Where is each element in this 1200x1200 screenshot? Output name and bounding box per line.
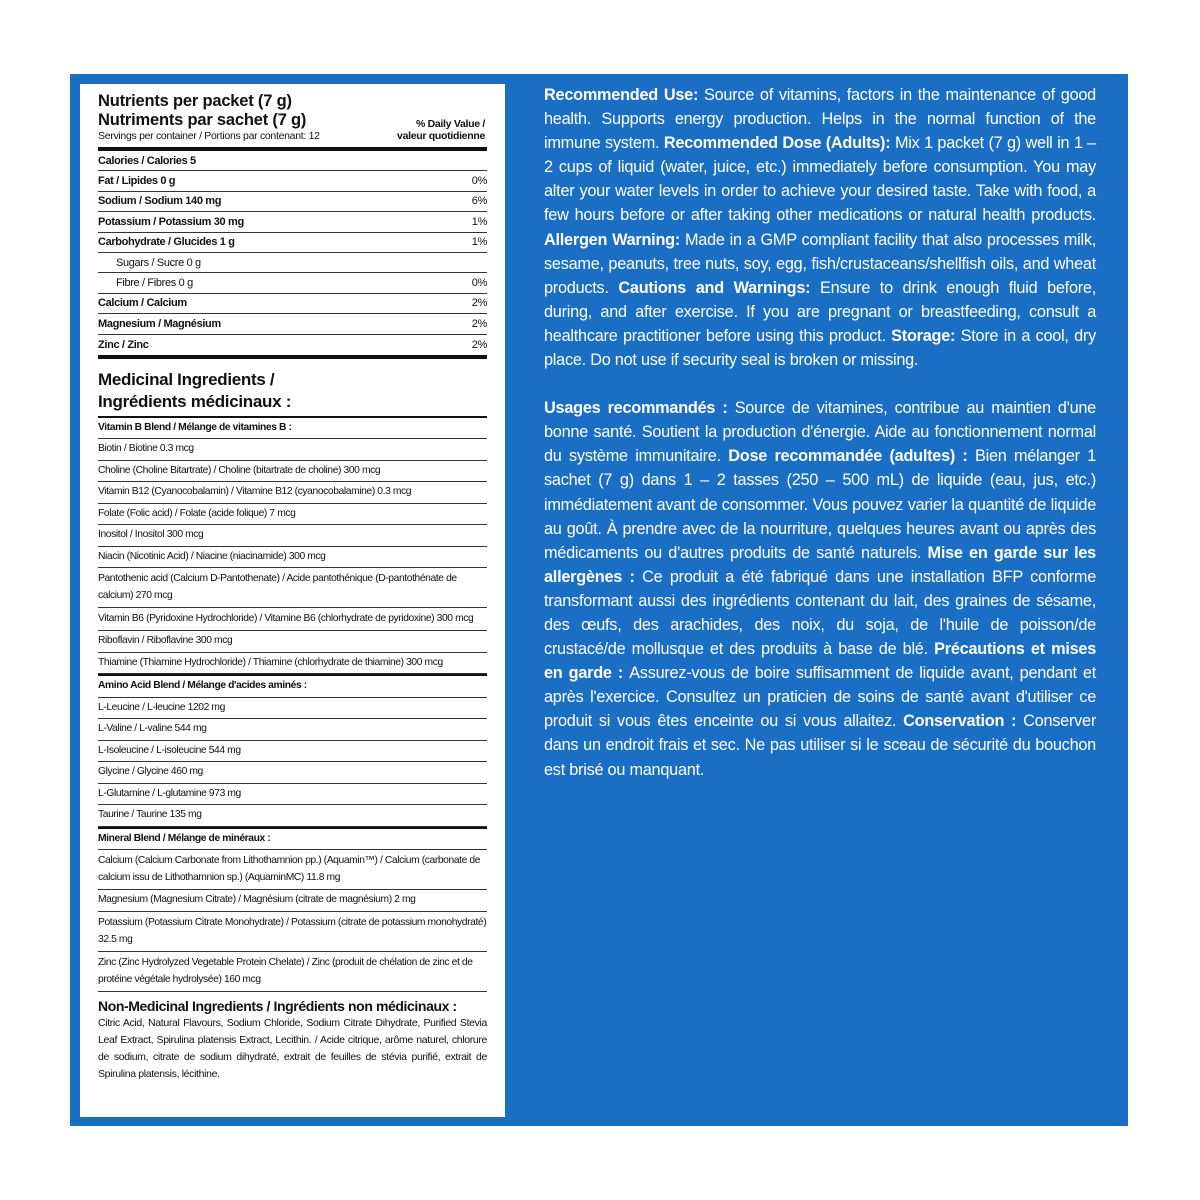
dose-fr-label: Dose recommandée (adultes) : [728,447,975,466]
nutrient-row [98,212,487,232]
nutrient-daily-value: 1% [471,215,487,228]
conservation-text: Conserver dans un endroit frais et sec. Ne pas utiliser si le sceau de sécurité du bouchon est brisé ou manquant. [544,712,1096,779]
nutrient-daily-value: 0% [471,175,487,188]
recommended-dose-label: Recommended Dose (Adults): [663,134,895,153]
nutrient-row [98,192,487,212]
nutrient-daily-value: 1% [471,236,487,249]
recommended-use-text: Source of vitamins, factors in the maintenance of good health. Supports energy production. Helps in the normal function of the immune system. [544,86,1096,153]
ingredient-row: Vitamin B6 (Pyridoxine Hydrochloride) / Vitamine B6 (chlorhydrate de pyridoxine) 300 mcg [98,608,487,631]
nutrient-name: Calcium / Calcium [98,297,187,310]
ingredient-row: Glycine / Glycine 460 mg [98,762,487,784]
nutrient-list [98,151,487,355]
facts-title-fr: Nutriments par sachet (7 g) [98,111,307,129]
nutrient-row [98,273,487,293]
nutrient-name: Calories / Calories 5 [98,154,196,167]
mineral-blend-header: Mineral Blend / Mélange de minéraux : [98,829,487,851]
nutrient-row [98,335,487,355]
nutrient-row [98,314,487,334]
facts-title-en: Nutrients per packet (7 g) [98,92,292,110]
vitamin-b-list [98,439,487,674]
ingredient-row: Calcium (Calcium Carbonate from Lithothamnion pp.) (Aquamin™) / Calcium (carbonate de calcium issu de Lithothamnion sp.) (AquaminMC) 11.8 mg [98,850,487,890]
ingredient-row: Taurine / Taurine 135 mg [98,805,487,827]
ingredient-row: L-Valine / L-valine 544 mg [98,719,487,741]
nutrient-name: Carbohydrate / Glucides 1 g [98,236,235,249]
ingredient-row: Magnesium (Magnesium Citrate) / Magnésium (citrate de magnésium) 2 mg [98,890,487,912]
daily-value-header [375,118,485,142]
amino-acid-blend-header: Amino Acid Blend / Mélange d'acides aminés : [98,676,487,698]
french-block [544,396,1096,782]
dose-fr-text: Bien mélanger 1 sachet (7 g) dans 1 – 2 tasses (250 – 500 mL) de liquide (eau, jus, etc.) immédiatement avant de consommer. Vous pouvez varier la quantité de liquide au goût. À prendre avec de la nourriture, quelques heures avant ou après des médicaments ou d'autres produits de santé naturels. [544,447,1096,562]
ingredient-row: Potassium (Potassium Citrate Monohydrate) / Potassium (citrate de potassium monohydraté) 32.5 mg [98,912,487,952]
cautions-text: Ensure to drink enough fluid before, during, and after exercise. If you are pregnant or breastfeeding, consult a healthcare practitioner before using this product. [544,278,1097,345]
directions-text [544,83,1096,782]
nutrient-daily-value: 0% [471,277,487,290]
medicinal-ingredients-title [98,369,487,416]
amino-acid-list [98,698,487,827]
nutrient-daily-value: 2% [471,297,487,310]
ingredient-row: Biotin / Biotine 0.3 mcg [98,439,487,461]
ingredient-row: L-Isoleucine / L-isoleucine 544 mg [98,741,487,763]
allergen-warning-label: Allergen Warning: [544,230,685,249]
medicinal-title-en: Medicinal Ingredients / [98,369,275,389]
nutrient-daily-value: 2% [471,338,487,351]
ingredient-row: Niacin (Nicotinic Acid) / Niacine (niacinamide) 300 mcg [98,547,487,569]
nutrient-row [98,253,487,273]
recommended-use-label: Recommended Use: [544,86,704,104]
recommended-dose-text: Mix 1 packet (7 g) well in 1 – 2 cups of liquid (water, juice, etc.) immediately before consumption. You may alter your water levels in order to achieve your desired taste. Take with food, a few hours before or after taking other medications or natural health products. [544,134,1096,225]
ingredient-row: Inositol / Inositol 300 mcg [98,525,487,547]
nutrient-row [98,151,487,171]
allergen-fr-label: Mise en garde sur les allergènes : [544,543,1096,586]
nutrient-name: Zinc / Zinc [98,338,149,351]
nutrient-row [98,233,487,253]
allergen-fr-text: Ce produit a été fabriqué dans une installation BFP conforme transformant aussi des ingrédients contenant du lait, des graines de sésame, des œufs, des arachides, des noix, du soja, de l'huile de poisson/de crustacé/de mollusque et des produits à base de blé. [544,567,1096,659]
daily-value-label-en: % Daily Value / [415,118,485,130]
heavy-rule [98,355,487,359]
vitamin-b-blend-header: Vitamin B Blend / Mélange de vitamines B : [98,418,487,440]
non-medicinal-title: Non-Medicinal Ingredients / Ingrédients non médicinaux : [98,997,457,1014]
nutrient-row [98,171,487,191]
ingredient-row: Thiamine (Thiamine Hydrochloride) / Thiamine (chlorhydrate de thiamine) 300 mcg [98,653,487,675]
precautions-text: Assurez-vous de boire suffisamment de liquide avant, pendant et après l'exercice. Consultez un praticien de soins de santé avant d'utiliser ce produit si vous êtes enceinte ou si vous allaitez. [544,664,1096,731]
nutrient-daily-value: 2% [471,317,487,330]
daily-value-label-fr: valeur quotidienne [397,130,485,142]
usages-text: Source de vitamines, contribue au maintien d'une bonne santé. Soutient la production d'énergie. Aide au fonctionnement normal du système immunitaire. [544,399,1096,466]
nutrient-name: Fibre / Fibres 0 g [116,277,193,290]
ingredient-row: L-Leucine / L-leucine 1202 mg [98,698,487,720]
storage-text: Store in a cool, dry place. Do not use if security seal is broken or missing. [544,326,1096,370]
cautions-label: Cautions and Warnings: [618,278,821,297]
nutrient-name: Sugars / Sucre 0 g [116,256,201,269]
medicinal-title-fr: Ingrédients médicinaux : [98,391,292,411]
ingredient-row: Folate (Folic acid) / Folate (acide folique) 7 mcg [98,504,487,526]
english-block [544,83,1096,372]
nutrient-name: Sodium / Sodium 140 mg [98,195,222,208]
nutrient-row [98,294,487,314]
non-medicinal-text: Citric Acid, Natural Flavours, Sodium Chloride, Sodium Citrate Dihydrate, Purified Stevia Leaf Extract, Spirulina platensis Extract, Lecithin. / Acide citrique, arôme naturel, chlorure de sodium, citrate de sodium dihydraté, extrait de feuilles de stévia purifié, extrait de Spirulina platensis, lécithine. [98,1016,487,1080]
storage-label: Storage: [891,326,961,345]
usages-label: Usages recommandés : [544,399,735,418]
facts-header [98,92,487,143]
ingredient-row: Pantothenic acid (Calcium D-Pantothenate) / Acide pantothénique (D-pantothénate de calcium) 270 mcg [98,568,487,608]
nutrient-daily-value: 6% [471,195,487,208]
ingredient-row: Zinc (Zinc Hydrolyzed Vegetable Protein Chelate) / Zinc (produit de chélation de zinc et de protéine végétale hydrolysée) 160 mcg [98,952,487,992]
nutrient-name: Fat / Lipides 0 g [98,175,176,188]
ingredient-row: Riboflavin / Riboflavine 300 mcg [98,631,487,653]
nutrient-name: Potassium / Potassium 30 mg [98,215,244,228]
nutrition-facts-panel [80,84,505,1117]
ingredient-row: Choline (Choline Bitartrate) / Choline (bitartrate de choline) 300 mcg [98,461,487,483]
precautions-label: Précautions et mises en garde : [544,640,1097,683]
mineral-list [98,850,487,992]
ingredient-row: Vitamin B12 (Cyanocobalamin) / Vitamine B12 (cyanocobalamine) 0.3 mcg [98,482,487,504]
allergen-warning-text: Made in a GMP compliant facility that also processes milk, sesame, peanuts, tree nuts, soy, egg, fish/crustaceans/shellfish oils, and wheat products. [544,230,1096,297]
nutrient-name: Magnesium / Magnésium [98,317,221,330]
conservation-label: Conservation : [903,712,1024,731]
ingredient-row: L-Glutamine / L-glutamine 973 mg [98,784,487,806]
servings-per-container: Servings per container / Portions par contenant: 12 [98,130,320,142]
